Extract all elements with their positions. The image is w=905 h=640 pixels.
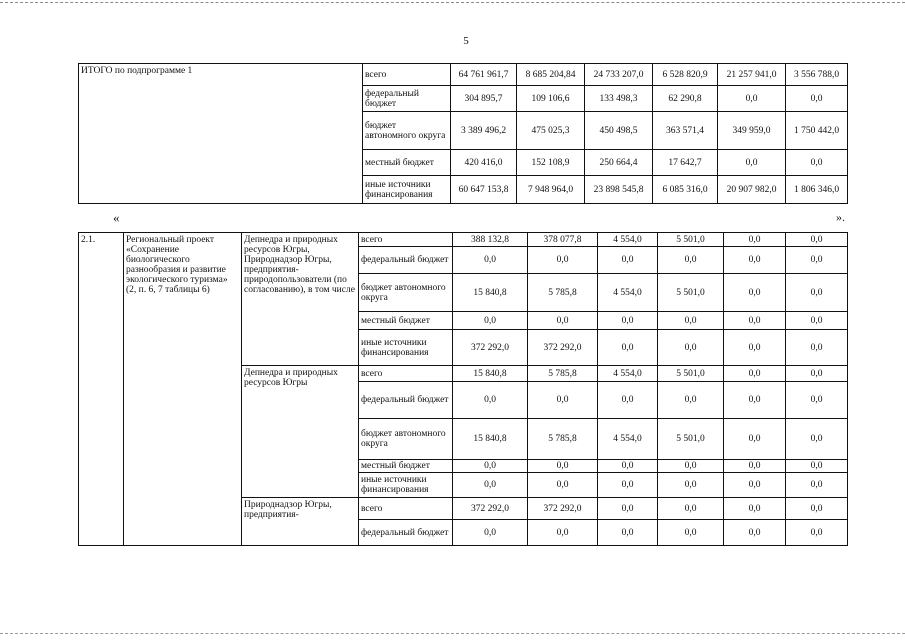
value-cell: 0,0 [786,86,848,112]
source-label: бюджет автономного округа [359,419,453,460]
value-cell: 5 501,0 [658,419,724,460]
source-label: федеральный бюджет [359,247,453,274]
value-cell: 17 642,7 [653,150,718,176]
value-cell: 0,0 [453,312,528,330]
source-label: федеральный бюджет [359,382,453,419]
value-cell: 62 290,8 [653,86,718,112]
value-cell: 0,0 [658,330,724,366]
value-cell: 0,0 [786,312,848,330]
value-cell: 475 025,3 [517,112,585,150]
value-cell: 3 389 496,2 [451,112,517,150]
value-cell: 0,0 [598,520,658,546]
value-cell: 372 292,0 [528,498,598,520]
source-label: всего [359,366,453,382]
value-cell: 0,0 [786,274,848,312]
value-cell: 4 554,0 [598,366,658,382]
value-cell: 0,0 [658,460,724,473]
executor-name: Депнедра и природных ресурсов Югры, Природнадзор Югры, предприятия-природопользователи (по согласованию), в том числе [242,233,359,366]
value-cell: 8 685 204,84 [517,64,585,86]
value-cell: 15 840,8 [453,274,528,312]
source-label: иные источники финансирования [363,176,451,204]
value-cell: 5 785,8 [528,366,598,382]
value-cell: 0,0 [718,86,786,112]
executor-name: Природнадзор Югры, предприятия- [242,498,359,546]
value-cell: 0,0 [658,498,724,520]
value-cell: 24 733 207,0 [585,64,653,86]
value-cell: 0,0 [786,150,848,176]
value-cell: 0,0 [724,473,786,498]
value-cell: 363 571,4 [653,112,718,150]
value-cell: 0,0 [786,473,848,498]
executor-name: Депнедра и природных ресурсов Югры [242,366,359,498]
value-cell: 0,0 [598,382,658,419]
value-cell: 0,0 [724,274,786,312]
value-cell: 4 554,0 [598,274,658,312]
value-cell: 23 898 545,8 [585,176,653,204]
value-cell: 5 501,0 [658,366,724,382]
value-cell: 0,0 [598,312,658,330]
value-cell: 20 907 982,0 [718,176,786,204]
value-cell: 0,0 [786,498,848,520]
value-cell: 0,0 [724,233,786,247]
value-cell: 0,0 [724,312,786,330]
value-cell: 0,0 [658,247,724,274]
value-cell: 0,0 [453,382,528,419]
source-label: местный бюджет [363,150,451,176]
value-cell: 0,0 [786,330,848,366]
value-cell: 349 959,0 [718,112,786,150]
value-cell: 450 498,5 [585,112,653,150]
scan-edge-top [0,2,905,3]
value-cell: 6 085 316,0 [653,176,718,204]
value-cell: 0,0 [598,247,658,274]
value-cell: 15 840,8 [453,366,528,382]
source-label: всего [363,64,451,86]
value-cell: 0,0 [453,247,528,274]
value-cell: 372 292,0 [453,498,528,520]
table-row [79,64,848,86]
source-label: иные источники финансирования [359,473,453,498]
value-cell: 0,0 [786,233,848,247]
scan-edge-bottom [0,633,905,634]
value-cell: 0,0 [658,312,724,330]
value-cell: 372 292,0 [453,330,528,366]
value-cell: 5 501,0 [658,274,724,312]
source-label: всего [359,498,453,520]
value-cell: 372 292,0 [528,330,598,366]
value-cell: 0,0 [724,460,786,473]
project-name: Региональный проект «Сохранение биологического разнообразия и развитие экологического туризма» (2, п. 6, 7 таблицы 6) [124,233,242,546]
value-cell: 7 948 964,0 [517,176,585,204]
value-cell: 388 132,8 [453,233,528,247]
value-cell: 21 257 941,0 [718,64,786,86]
value-cell: 6 528 820,9 [653,64,718,86]
value-cell: 0,0 [724,366,786,382]
value-cell: 0,0 [528,473,598,498]
source-label: местный бюджет [359,460,453,473]
value-cell: 0,0 [528,382,598,419]
subprogram-total-table [78,63,848,204]
source-label: местный бюджет [359,312,453,330]
project-number: 2.1. [79,233,124,546]
source-label: бюджет автономного округа [359,274,453,312]
value-cell: 0,0 [453,473,528,498]
value-cell: 1 750 442,0 [786,112,848,150]
source-label: всего [359,233,453,247]
value-cell: 3 556 788,0 [786,64,848,86]
source-label: федеральный бюджет [363,86,451,112]
value-cell: 250 664,4 [585,150,653,176]
value-cell: 0,0 [598,473,658,498]
value-cell: 15 840,8 [453,419,528,460]
value-cell: 133 498,3 [585,86,653,112]
subprogram-total-label: ИТОГО по подпрограмме 1 [79,64,363,204]
source-label: федеральный бюджет [359,520,453,546]
value-cell: 0,0 [598,460,658,473]
source-label: бюджет автономного округа [363,112,451,150]
value-cell: 0,0 [786,460,848,473]
value-cell: 0,0 [786,419,848,460]
source-label: иные источники финансирования [359,330,453,366]
value-cell: 5 785,8 [528,419,598,460]
value-cell: 0,0 [658,473,724,498]
value-cell: 420 416,0 [451,150,517,176]
value-cell: 64 761 961,7 [451,64,517,86]
value-cell: 0,0 [786,366,848,382]
page-number: 5 [463,35,469,47]
value-cell: 4 554,0 [598,233,658,247]
value-cell: 0,0 [724,382,786,419]
value-cell: 0,0 [724,520,786,546]
value-cell: 4 554,0 [598,419,658,460]
value-cell: 109 106,6 [517,86,585,112]
value-cell: 0,0 [724,247,786,274]
value-cell: 0,0 [528,312,598,330]
value-cell: 0,0 [528,460,598,473]
value-cell: 0,0 [724,419,786,460]
value-cell: 0,0 [598,330,658,366]
value-cell: 0,0 [528,247,598,274]
value-cell: 0,0 [658,382,724,419]
table-row [79,233,848,247]
value-cell: 0,0 [658,520,724,546]
value-cell: 5 501,0 [658,233,724,247]
value-cell: 60 647 153,8 [451,176,517,204]
value-cell: 152 108,9 [517,150,585,176]
opening-quote: « [113,210,120,225]
value-cell: 0,0 [724,498,786,520]
value-cell: 0,0 [786,520,848,546]
value-cell: 0,0 [453,520,528,546]
value-cell: 0,0 [598,498,658,520]
value-cell: 304 895,7 [451,86,517,112]
regional-project-table [78,232,848,546]
value-cell: 0,0 [528,520,598,546]
value-cell: 0,0 [786,382,848,419]
value-cell: 0,0 [453,460,528,473]
value-cell: 5 785,8 [528,274,598,312]
value-cell: 1 806 346,0 [786,176,848,204]
value-cell: 378 077,8 [528,233,598,247]
value-cell: 0,0 [724,330,786,366]
closing-quote: ». [836,210,845,224]
value-cell: 0,0 [718,150,786,176]
value-cell: 0,0 [786,247,848,274]
